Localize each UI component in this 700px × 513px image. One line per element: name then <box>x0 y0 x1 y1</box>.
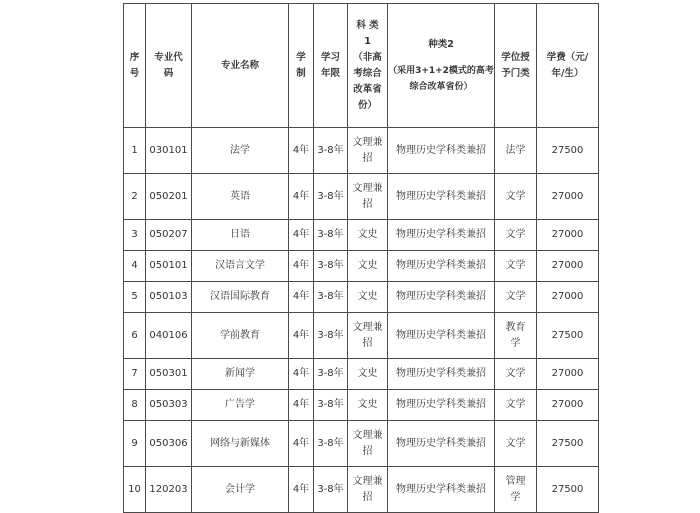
cell-years: 3-8年 <box>314 128 348 174</box>
cell-duration: 4年 <box>289 359 314 390</box>
table-row <box>124 313 599 359</box>
cell-duration: 4年 <box>289 220 314 251</box>
cell-years: 3-8年 <box>314 467 348 513</box>
cell-code: 120203 <box>146 467 192 513</box>
cell-fee: 27000 <box>537 251 599 282</box>
table-row <box>124 359 599 390</box>
cell-category-2: 物理历史学科类兼招 <box>388 359 495 390</box>
cell-category-2: 物理历史学科类兼招 <box>388 282 495 313</box>
cell-category-2: 物理历史学科类兼招 <box>388 128 495 174</box>
cell-fee: 27000 <box>537 282 599 313</box>
header-years: 学习 年限 <box>314 4 348 128</box>
cell-category-2: 物理历史学科类兼招 <box>388 421 495 467</box>
cell-fee: 27000 <box>537 359 599 390</box>
cell-seq: 3 <box>124 220 146 251</box>
cell-category-2: 物理历史学科类兼招 <box>388 174 495 220</box>
cell-name: 新闻学 <box>192 359 289 390</box>
table-row <box>124 251 599 282</box>
cell-category-1: 文理兼 招 <box>348 313 388 359</box>
cell-code: 050301 <box>146 359 192 390</box>
table-row <box>124 421 599 467</box>
table-row <box>124 390 599 421</box>
cell-code: 050303 <box>146 390 192 421</box>
cell-name: 广告学 <box>192 390 289 421</box>
cell-years: 3-8年 <box>314 359 348 390</box>
header-code: 专业代 码 <box>146 4 192 128</box>
cell-category-1: 文史 <box>348 282 388 313</box>
header-duration: 学 制 <box>289 4 314 128</box>
cell-years: 3-8年 <box>314 313 348 359</box>
cell-code: 040106 <box>146 313 192 359</box>
cell-degree: 教育 学 <box>495 313 537 359</box>
cell-category-1: 文理兼 招 <box>348 421 388 467</box>
cell-degree: 法学 <box>495 128 537 174</box>
header-name: 专业名称 <box>192 4 289 128</box>
cell-category-1: 文史 <box>348 390 388 421</box>
cell-seq: 8 <box>124 390 146 421</box>
cell-years: 3-8年 <box>314 390 348 421</box>
cell-degree: 文学 <box>495 220 537 251</box>
cell-category-1: 文史 <box>348 359 388 390</box>
cell-name: 法学 <box>192 128 289 174</box>
cell-category-2: 物理历史学科类兼招 <box>388 390 495 421</box>
header-category-2-note: （采用3+1+2模式的高考 综合改革省份） <box>388 65 494 92</box>
cell-category-1: 文史 <box>348 251 388 282</box>
cell-fee: 27000 <box>537 220 599 251</box>
cell-category-1: 文理兼 招 <box>348 174 388 220</box>
cell-code: 050101 <box>146 251 192 282</box>
cell-degree: 文学 <box>495 251 537 282</box>
table-row <box>124 174 599 220</box>
cell-code: 050103 <box>146 282 192 313</box>
cell-name: 会计学 <box>192 467 289 513</box>
cell-name: 日语 <box>192 220 289 251</box>
cell-name: 学前教育 <box>192 313 289 359</box>
cell-name: 汉语国际教育 <box>192 282 289 313</box>
cell-years: 3-8年 <box>314 282 348 313</box>
cell-fee: 27000 <box>537 390 599 421</box>
cell-name: 汉语言文学 <box>192 251 289 282</box>
cell-fee: 27500 <box>537 467 599 513</box>
cell-years: 3-8年 <box>314 220 348 251</box>
table-row <box>124 128 599 174</box>
cell-seq: 1 <box>124 128 146 174</box>
cell-duration: 4年 <box>289 282 314 313</box>
cell-category-1: 文史 <box>348 220 388 251</box>
cell-code: 050207 <box>146 220 192 251</box>
table-row <box>124 220 599 251</box>
table-row <box>124 282 599 313</box>
cell-seq: 4 <box>124 251 146 282</box>
header-category-2 <box>388 4 495 128</box>
cell-code: 050201 <box>146 174 192 220</box>
cell-degree: 文学 <box>495 282 537 313</box>
cell-duration: 4年 <box>289 467 314 513</box>
cell-seq: 9 <box>124 421 146 467</box>
cell-category-1: 文理兼 招 <box>348 128 388 174</box>
cell-name: 网络与新媒体 <box>192 421 289 467</box>
cell-fee: 27000 <box>537 174 599 220</box>
table-row <box>124 467 599 513</box>
cell-fee: 27500 <box>537 313 599 359</box>
cell-duration: 4年 <box>289 128 314 174</box>
cell-category-2: 物理历史学科类兼招 <box>388 313 495 359</box>
cell-code: 030101 <box>146 128 192 174</box>
cell-degree: 管理 学 <box>495 467 537 513</box>
cell-years: 3-8年 <box>314 174 348 220</box>
cell-duration: 4年 <box>289 313 314 359</box>
table-body <box>124 128 599 513</box>
cell-name: 英语 <box>192 174 289 220</box>
cell-category-1: 文理兼 招 <box>348 467 388 513</box>
header-row <box>124 4 599 128</box>
cell-code: 050306 <box>146 421 192 467</box>
cell-seq: 7 <box>124 359 146 390</box>
cell-duration: 4年 <box>289 390 314 421</box>
cell-fee: 27500 <box>537 421 599 467</box>
cell-years: 3-8年 <box>314 421 348 467</box>
cell-fee: 27500 <box>537 128 599 174</box>
cell-degree: 文学 <box>495 421 537 467</box>
cell-duration: 4年 <box>289 174 314 220</box>
cell-degree: 文学 <box>495 390 537 421</box>
header-category-1: 科 类 1 （非高 考综合 改革省 份） <box>348 4 388 128</box>
cell-seq: 5 <box>124 282 146 313</box>
cell-category-2: 物理历史学科类兼招 <box>388 251 495 282</box>
cell-category-2: 物理历史学科类兼招 <box>388 467 495 513</box>
cell-duration: 4年 <box>289 251 314 282</box>
cell-duration: 4年 <box>289 421 314 467</box>
cell-degree: 文学 <box>495 174 537 220</box>
header-category-2-title: 种类2 <box>428 38 454 50</box>
header-degree: 学位授 予门类 <box>495 4 537 128</box>
majors-table <box>123 3 599 513</box>
cell-seq: 10 <box>124 467 146 513</box>
cell-seq: 2 <box>124 174 146 220</box>
cell-category-2: 物理历史学科类兼招 <box>388 220 495 251</box>
header-seq: 序 号 <box>124 4 146 128</box>
cell-seq: 6 <box>124 313 146 359</box>
header-fee: 学费（元/ 年/生） <box>537 4 599 128</box>
cell-years: 3-8年 <box>314 251 348 282</box>
cell-degree: 文学 <box>495 359 537 390</box>
